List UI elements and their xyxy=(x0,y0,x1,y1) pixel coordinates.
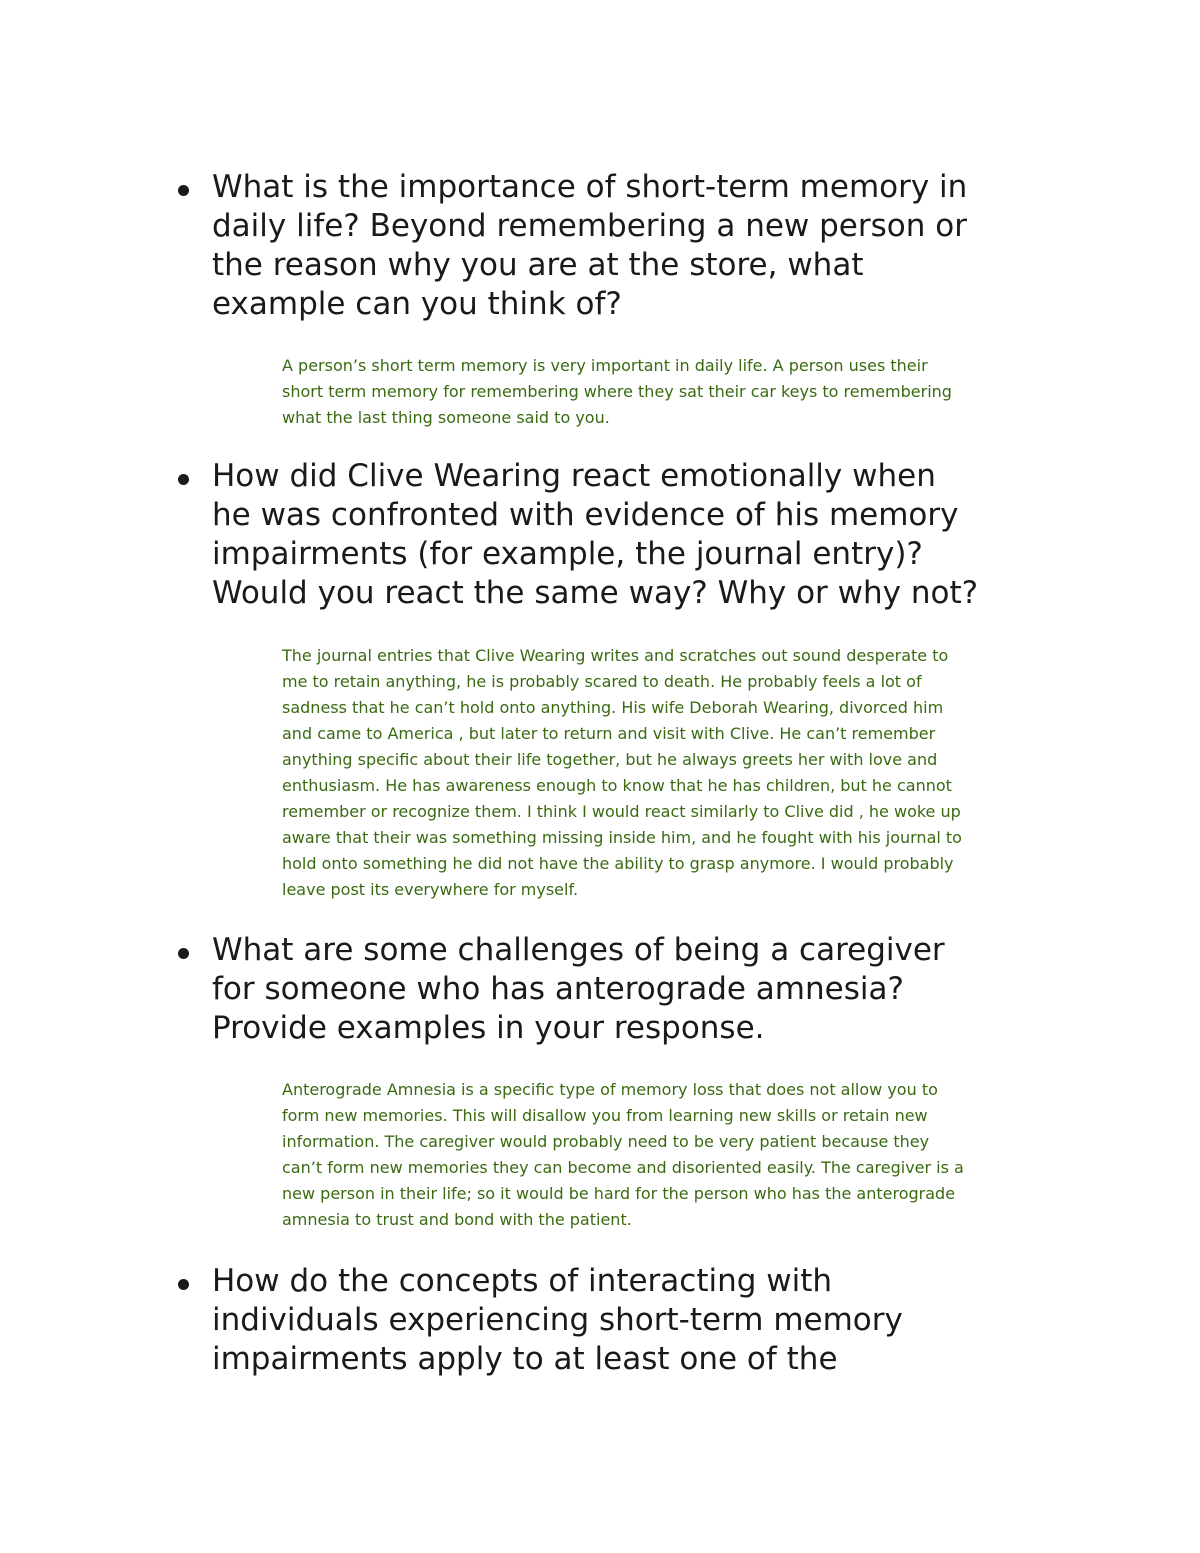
question-line: he was confronted with evidence of his memory xyxy=(212,497,959,533)
question-line: How did Clive Wearing react emotionally when xyxy=(212,458,936,494)
answer-3 xyxy=(282,1077,1072,1233)
answer-line: me to retain anything, he is probably scared to death. He probably feels a lot of xyxy=(282,672,922,691)
bullet-icon xyxy=(178,948,189,959)
question-3 xyxy=(212,931,1092,1048)
answer-line: new person in their life; so it would be hard for the person who has the anterograde xyxy=(282,1184,956,1203)
question-line: Provide examples in your response. xyxy=(212,1010,765,1046)
bullet-icon xyxy=(178,474,189,485)
answer-line: can’t form new memories they can become and disoriented easily. The caregiver is a xyxy=(282,1158,964,1177)
question-line: Would you react the same way? Why or why not? xyxy=(212,575,979,611)
answer-line: A person’s short term memory is very important in daily life. A person uses their xyxy=(282,356,928,375)
answer-line: leave post its everywhere for myself. xyxy=(282,880,579,899)
answer-line: what the last thing someone said to you. xyxy=(282,408,610,427)
question-line: What are some challenges of being a caregiver xyxy=(212,932,945,968)
question-line: individuals experiencing short-term memory xyxy=(212,1302,903,1338)
question-4 xyxy=(212,1262,1092,1379)
answer-line: sadness that he can’t hold onto anything. His wife Deborah Wearing, divorced him xyxy=(282,698,944,717)
question-line: example can you think of? xyxy=(212,286,622,322)
question-line: What is the importance of short-term memory in xyxy=(212,169,968,205)
answer-line: enthusiasm. He has awareness enough to know that he has children, but he cannot xyxy=(282,776,952,795)
question-1 xyxy=(212,168,1092,324)
answer-2 xyxy=(282,643,1072,903)
question-line: for someone who has anterograde amnesia? xyxy=(212,971,904,1007)
question-line: daily life? Beyond remembering a new person or xyxy=(212,208,967,244)
answer-line: amnesia to trust and bond with the patient. xyxy=(282,1210,632,1229)
question-line: the reason why you are at the store, what xyxy=(212,247,864,283)
answer-line: information. The caregiver would probably need to be very patient because they xyxy=(282,1132,930,1151)
answer-line: aware that their was something missing inside him, and he fought with his journal to xyxy=(282,828,962,847)
answer-line: remember or recognize them. I think I would react similarly to Clive did , he woke up xyxy=(282,802,961,821)
question-line: impairments apply to at least one of the xyxy=(212,1341,838,1377)
question-2 xyxy=(212,457,1092,613)
answer-line: short term memory for remembering where they sat their car keys to remembering xyxy=(282,382,952,401)
answer-line: Anterograde Amnesia is a specific type of memory loss that does not allow you to xyxy=(282,1080,938,1099)
answer-line: anything specific about their life together, but he always greets her with love and xyxy=(282,750,938,769)
bullet-icon xyxy=(178,1279,189,1290)
answer-line: hold onto something he did not have the ability to grasp anymore. I would probably xyxy=(282,854,954,873)
question-line: impairments (for example, the journal entry)? xyxy=(212,536,923,572)
answer-line: form new memories. This will disallow you from learning new skills or retain new xyxy=(282,1106,928,1125)
answer-line: and came to America , but later to return and visit with Clive. He can’t remember xyxy=(282,724,936,743)
question-line: How do the concepts of interacting with xyxy=(212,1263,833,1299)
bullet-icon xyxy=(178,185,189,196)
answer-line: The journal entries that Clive Wearing writes and scratches out sound desperate to xyxy=(282,646,949,665)
answer-1 xyxy=(282,353,1072,431)
